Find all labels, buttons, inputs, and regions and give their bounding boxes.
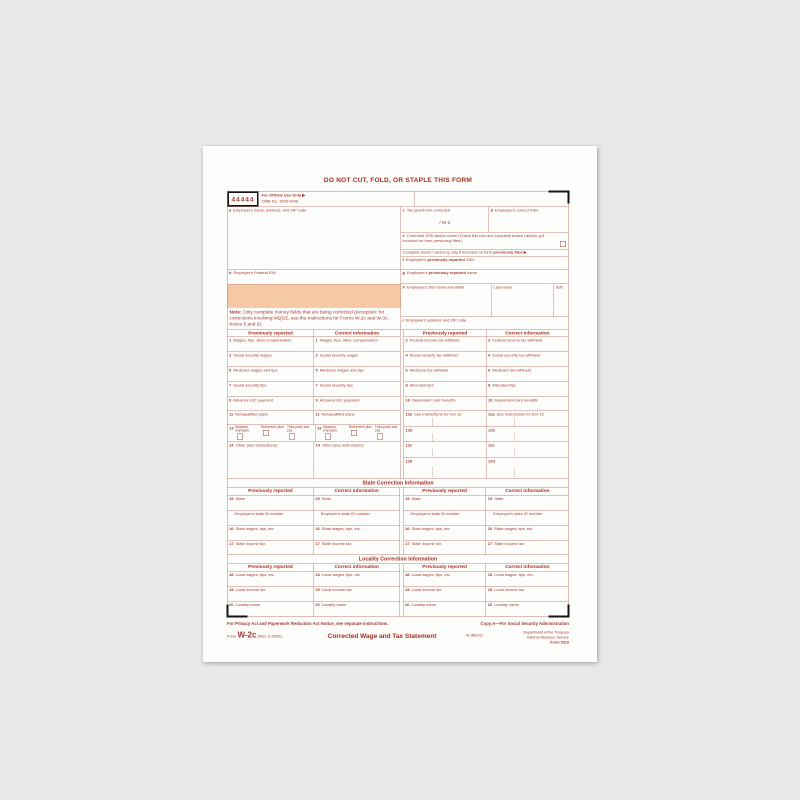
box-label: Wages, tips, other compensation bbox=[319, 338, 378, 343]
box-number: 6 bbox=[405, 368, 408, 373]
box-label: Employer's state ID number bbox=[410, 511, 460, 516]
box-number: 18 bbox=[229, 572, 234, 577]
money-row-11 bbox=[228, 411, 401, 425]
box-number: 4 bbox=[487, 353, 491, 358]
upper-section bbox=[228, 207, 569, 330]
box-number: 18 bbox=[404, 572, 410, 577]
box-number: 4 bbox=[405, 353, 408, 358]
box-a-employer-name bbox=[228, 207, 404, 269]
locality-row-18 bbox=[228, 572, 400, 587]
box-label: Allocated tips bbox=[409, 383, 434, 388]
vendor-code: 41-0852411 bbox=[466, 634, 484, 638]
col-header-previously: Previously reported bbox=[228, 564, 314, 572]
box-number: 16 bbox=[404, 526, 410, 531]
col-header-previously: Previously reported bbox=[403, 488, 486, 496]
box-label: Employer's state ID number bbox=[493, 511, 543, 516]
box-h-suff-label: Suff. bbox=[555, 285, 564, 290]
shaded-block bbox=[228, 284, 401, 308]
box-label: Employer's state ID number bbox=[320, 511, 370, 516]
box-number: 8 bbox=[487, 383, 491, 388]
money-row-12c bbox=[404, 442, 569, 458]
box-letter: d bbox=[490, 208, 493, 213]
official-use-box bbox=[259, 192, 415, 207]
box-letter: f bbox=[402, 257, 404, 262]
box-number: 17 bbox=[229, 541, 234, 546]
box-label: Dependent care benefits bbox=[411, 398, 456, 403]
box-label: See instructions for box 12 bbox=[414, 412, 462, 417]
box-label: Advance EIC payment bbox=[319, 398, 360, 403]
box-number: 20 bbox=[315, 602, 320, 607]
box-label: Employer's state ID number bbox=[234, 511, 284, 516]
retirement-checkbox bbox=[351, 430, 357, 436]
box-number: 5 bbox=[229, 368, 232, 373]
state-row-15 bbox=[228, 496, 400, 511]
statutory-checkbox bbox=[325, 434, 331, 440]
box-f-prev-ssn bbox=[401, 256, 569, 269]
money-row-5 bbox=[228, 367, 401, 382]
col-header-correct: Correct information bbox=[334, 488, 379, 494]
box-number: 12b bbox=[487, 428, 495, 433]
thirdparty-checkbox bbox=[289, 434, 295, 440]
form-title: Corrected Wage and Tax Statement bbox=[327, 632, 437, 640]
state-row-15 bbox=[403, 496, 568, 511]
money-row-6 bbox=[404, 367, 569, 382]
box-label: Federal income tax withheld bbox=[409, 338, 460, 343]
box-label: Allocated tips bbox=[492, 383, 517, 388]
col-header-previously: Previously reported bbox=[404, 330, 487, 337]
locality-row-20 bbox=[403, 602, 568, 617]
checkbox-label-retirement: Retirement plan bbox=[348, 425, 372, 429]
complete-note-pre: Complete boxes f and/or g only if incorrect on form bbox=[402, 249, 494, 255]
box-label: Federal income tax withheld bbox=[492, 338, 543, 343]
col-header-correct: Correct information bbox=[505, 330, 550, 336]
box-number: 18 bbox=[315, 572, 320, 577]
treasury-block bbox=[523, 630, 569, 645]
box-label: Locality name bbox=[321, 602, 347, 607]
box-letter: a bbox=[229, 208, 232, 213]
checkbox-label-thirdparty: Third-party sick pay bbox=[374, 425, 398, 433]
box-label: State income tax bbox=[411, 541, 442, 546]
col-header-previously: Previously reported bbox=[403, 564, 486, 572]
box-label: Social security tips bbox=[233, 383, 267, 388]
box-number: 3 bbox=[315, 353, 318, 358]
box-label: Dependent care benefits bbox=[494, 398, 539, 403]
form-revision: (Rev. 2-2009) bbox=[257, 634, 282, 639]
box-b-label: Employer's Federal EIN bbox=[233, 270, 276, 275]
box-number: 18 bbox=[487, 572, 493, 577]
box-label: State income tax bbox=[321, 541, 352, 546]
box-label: Locality name bbox=[411, 602, 437, 607]
box-number: 12d bbox=[487, 459, 495, 464]
thirdparty-checkbox bbox=[377, 434, 383, 440]
corner-mark-top-right bbox=[549, 191, 570, 204]
box-label: State wages, tips, etc. bbox=[494, 526, 534, 531]
checkbox-label-thirdparty: Third-party sick pay bbox=[286, 425, 310, 433]
money-row-4 bbox=[404, 352, 569, 367]
box-label: State wages, tips, etc. bbox=[235, 526, 275, 531]
box-letter: h bbox=[402, 285, 405, 290]
box-label: Local wages, tips, etc. bbox=[494, 572, 534, 577]
box-g-pre: Employee's bbox=[406, 270, 429, 275]
box-number: 17 bbox=[487, 541, 493, 546]
state-row-17 bbox=[403, 541, 568, 555]
state-row-16 bbox=[228, 526, 400, 541]
box-label: Nonqualified plans bbox=[235, 412, 269, 417]
top-row bbox=[228, 192, 569, 207]
box-label: Social security tax withheld bbox=[492, 353, 541, 358]
box-label: State income tax bbox=[494, 541, 524, 546]
box-g-bold: previously reported bbox=[428, 270, 466, 275]
box-label: Local income tax bbox=[235, 587, 266, 592]
checkbox-label-statutory: Statutory employee bbox=[234, 425, 250, 433]
money-row-8 bbox=[404, 382, 569, 397]
complete-note-arrow: ▶ bbox=[522, 249, 527, 255]
box-number: 12a bbox=[487, 412, 495, 417]
w2c-form bbox=[227, 191, 569, 617]
box-label: State income tax bbox=[235, 541, 266, 546]
box-label: State bbox=[411, 496, 421, 501]
box-number: 16 bbox=[229, 526, 234, 531]
state-row-id bbox=[403, 511, 568, 526]
box-number: 19 bbox=[487, 587, 493, 592]
box-e-corrected-ssn-name bbox=[401, 232, 569, 249]
locality-row-19 bbox=[228, 587, 400, 602]
paper-sheet bbox=[203, 146, 597, 662]
box-number: 2 bbox=[487, 338, 491, 343]
col-header-previously: Previously reported bbox=[228, 330, 315, 337]
box-number: 15 bbox=[315, 496, 320, 501]
box-c-value: / W-2 bbox=[439, 220, 451, 225]
box-number: 20 bbox=[229, 602, 234, 607]
box-label: Local income tax bbox=[321, 587, 352, 592]
box-h-employee-name bbox=[401, 284, 569, 317]
box-i-label: Employee's address and ZIP code bbox=[405, 318, 467, 323]
box-number: 19 bbox=[404, 587, 410, 592]
box-number: 12a bbox=[405, 412, 413, 417]
box-label: Medicare tax withheld bbox=[492, 368, 531, 373]
box-label: Medicare wages and tips bbox=[319, 368, 364, 373]
box-label: Social security tax withheld bbox=[409, 353, 458, 358]
box-number: 12c bbox=[487, 443, 495, 448]
col-header-correct: Correct information bbox=[334, 564, 379, 570]
note-bold: Note: bbox=[229, 309, 242, 315]
box-c-tax-year bbox=[401, 207, 489, 232]
note-text bbox=[228, 308, 404, 330]
col-header-correct: Correct information bbox=[505, 488, 550, 494]
box-number: 14 bbox=[229, 443, 234, 448]
box-label: State bbox=[235, 496, 245, 501]
money-table-right bbox=[403, 330, 568, 479]
state-section bbox=[228, 488, 569, 555]
box-number: 19 bbox=[315, 587, 320, 592]
stock-number: Form 5313 bbox=[550, 639, 569, 645]
money-row-10 bbox=[404, 397, 569, 411]
form-identifier bbox=[227, 631, 282, 640]
box-label: Other (see instructions) bbox=[235, 443, 278, 448]
locality-row-19 bbox=[403, 587, 568, 602]
box-number: 11 bbox=[315, 412, 320, 417]
box-number: 17 bbox=[315, 541, 320, 546]
money-row-1 bbox=[228, 337, 401, 352]
money-row-12b bbox=[404, 427, 569, 442]
box-number: 17 bbox=[404, 541, 410, 546]
box-number: 9 bbox=[229, 398, 232, 403]
box-letter: c bbox=[402, 208, 405, 213]
box-number: 7 bbox=[315, 383, 318, 388]
box-number: 2 bbox=[405, 338, 408, 343]
box-f-post: SSN bbox=[464, 257, 475, 262]
box-label: State wages, tips, etc. bbox=[411, 526, 451, 531]
box-number: 9 bbox=[315, 398, 318, 403]
locality-row-18 bbox=[403, 572, 568, 587]
box-number: 13 bbox=[316, 426, 322, 431]
official-use-label: For Official Use Only ▶ bbox=[261, 193, 306, 198]
box-label: Social security tips bbox=[319, 383, 353, 388]
box-h-first-label: Employee's first name and initial bbox=[406, 285, 465, 290]
checkbox-label-retirement: Retirement plan bbox=[260, 425, 284, 429]
dept-line1: Department of the Treasury bbox=[523, 630, 569, 635]
box-letter: g bbox=[402, 270, 405, 275]
box-number: 16 bbox=[487, 526, 493, 531]
box-i-employee-address bbox=[401, 317, 569, 330]
form-number: W-2c bbox=[237, 631, 257, 640]
box-e-checkbox bbox=[560, 241, 566, 247]
box-label: Local income tax bbox=[494, 587, 525, 592]
do-not-cut-warning: DO NOT CUT, FOLD, OR STAPLE THIS FORM bbox=[323, 176, 473, 184]
box-letter: i bbox=[402, 318, 404, 323]
money-fields-section bbox=[228, 330, 569, 479]
state-row-id bbox=[228, 511, 400, 526]
state-row-16 bbox=[403, 526, 568, 541]
box-label: Nonqualified plans bbox=[321, 412, 355, 417]
box-label: Medicare wages and tips bbox=[233, 368, 278, 373]
money-row-12d bbox=[404, 458, 569, 479]
box-label: State bbox=[321, 496, 332, 501]
box-f-pre: Employee's bbox=[405, 257, 428, 262]
box-number: 12d bbox=[405, 459, 413, 464]
box-label: Local wages, tips, etc. bbox=[235, 572, 275, 577]
box-d-correct-ssn bbox=[489, 207, 569, 232]
locality-section-title: Locality Correction Information bbox=[228, 555, 569, 564]
box-label: Advance EIC payment bbox=[233, 398, 274, 403]
box-letter: b bbox=[229, 270, 232, 275]
checkbox-label-statutory: Statutory employee bbox=[322, 425, 337, 433]
box-letter: e bbox=[402, 233, 405, 238]
box-number: 12c bbox=[405, 443, 413, 448]
money-row-3 bbox=[228, 352, 401, 367]
box-f-bold: previously reported bbox=[427, 257, 465, 262]
box-label: Other (see instructions) bbox=[321, 443, 364, 448]
box-label: Social security wages bbox=[233, 353, 272, 358]
box-number: 8 bbox=[405, 383, 408, 388]
box-label: State wages, tips, etc. bbox=[321, 526, 361, 531]
box-label: Local income tax bbox=[411, 587, 442, 592]
box-label: State bbox=[494, 496, 504, 501]
copy-a-label: Copy A—For Social Security Administration bbox=[480, 621, 569, 626]
box-d-label: Employee's correct SSN bbox=[494, 208, 539, 213]
form-word: Form bbox=[227, 634, 237, 639]
box-number: 16 bbox=[315, 526, 320, 531]
money-row-14 bbox=[228, 442, 401, 479]
box-number: 10 bbox=[405, 398, 410, 403]
box-e-label: Corrected SSN and/or name (Check this box and complete boxes f and/or g if incorrect on form previously filed.) bbox=[402, 233, 544, 244]
box-number: 20 bbox=[404, 602, 410, 607]
box-label: Wages, tips, other compensation bbox=[233, 338, 292, 343]
box-number: 7 bbox=[229, 383, 232, 388]
box-number: 15 bbox=[229, 496, 234, 501]
box-label: See instructions for box 12 bbox=[496, 412, 545, 417]
box-number: 6 bbox=[487, 368, 491, 373]
money-row-7 bbox=[228, 382, 401, 397]
state-section-title: State Correction Information bbox=[228, 479, 569, 488]
box-h-last-label: Last name bbox=[493, 285, 513, 290]
complete-boxes-note bbox=[401, 249, 569, 256]
omb-number: OMB No. 1545-0008 bbox=[261, 198, 299, 204]
footer-line2 bbox=[227, 630, 569, 653]
money-row-13 bbox=[228, 425, 401, 442]
box-number: 11 bbox=[229, 412, 234, 417]
box-number: 12b bbox=[405, 428, 413, 433]
money-row-9 bbox=[228, 397, 401, 411]
footer-line1 bbox=[227, 621, 569, 626]
box-label: Local wages, tips, etc. bbox=[411, 572, 451, 577]
box-number: 15 bbox=[487, 496, 493, 501]
box-number: 10 bbox=[487, 398, 493, 403]
box-number: 20 bbox=[487, 602, 493, 607]
complete-note-bold: previously filed bbox=[493, 249, 523, 255]
note-body: Only complete money fields that are being corrected (exception: for corrections involving MQGE, see the instructions for Forms W-2c and W-3c, boxes 5 and 6). bbox=[229, 309, 389, 327]
statutory-checkbox bbox=[237, 434, 243, 440]
col-header-correct: Correct information bbox=[334, 330, 380, 336]
box-number: 1 bbox=[315, 338, 318, 343]
box-number: 5 bbox=[315, 368, 318, 373]
box-g-prev-name bbox=[401, 269, 569, 284]
privacy-act-notice: For Privacy Act and Paperwork Reduction Act Notice, see separate instructions. bbox=[227, 621, 389, 626]
state-row-17 bbox=[228, 541, 400, 555]
dept-line2: Internal Revenue Service bbox=[526, 634, 569, 640]
money-table-left bbox=[228, 330, 401, 479]
box-label: Local wages, tips, etc. bbox=[321, 572, 362, 577]
box-b-employer-ein bbox=[228, 269, 401, 284]
box-number: 19 bbox=[229, 587, 234, 592]
box-c-label: Tax year/Form corrected bbox=[406, 208, 451, 213]
locality-row-20 bbox=[228, 602, 400, 617]
box-label: Locality name bbox=[494, 602, 519, 607]
box-label: Medicare tax withheld bbox=[409, 368, 449, 373]
box-g-post: name bbox=[465, 270, 478, 275]
box-number: 15 bbox=[404, 496, 410, 501]
locality-section bbox=[228, 564, 569, 617]
col-header-correct: Correct information bbox=[505, 564, 550, 570]
box-number: 14 bbox=[315, 443, 320, 448]
money-row-12a bbox=[404, 411, 569, 427]
box-label: Locality name bbox=[235, 602, 261, 607]
control-number-box: 44444 bbox=[228, 192, 259, 207]
col-header-previously: Previously reported bbox=[228, 488, 314, 496]
retirement-checkbox bbox=[263, 430, 269, 436]
box-a-label: Employer's name, address, and ZIP code bbox=[233, 208, 307, 213]
box-label: Social security wages bbox=[319, 353, 359, 358]
money-row-2 bbox=[404, 337, 569, 352]
box-number: 13 bbox=[229, 426, 234, 431]
box-number: 1 bbox=[229, 338, 232, 343]
box-number: 3 bbox=[229, 353, 232, 358]
